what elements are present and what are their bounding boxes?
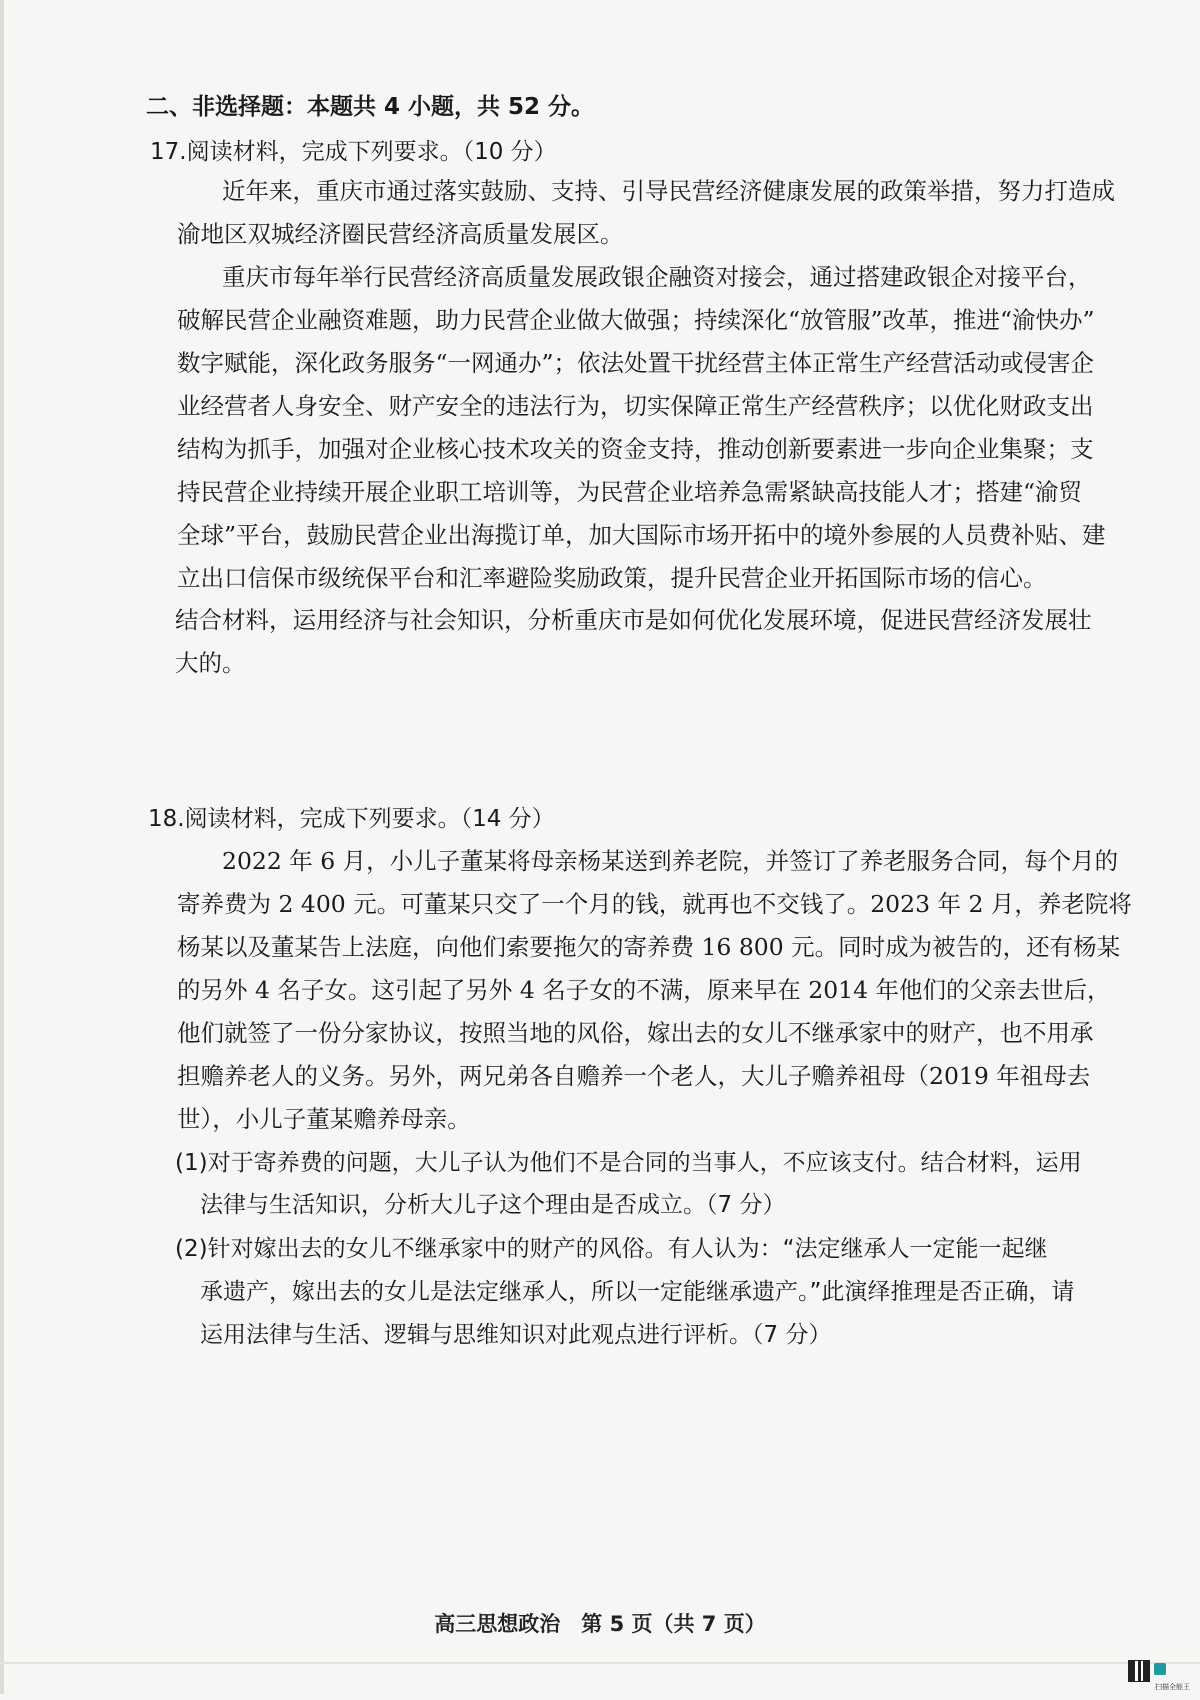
q18-sub2-line: 运用法律与生活、逻辑与思维知识对此观点进行评析。（7 分） [200, 1322, 832, 1348]
q18-sub2-line: (2)针对嫁出去的女儿不继承家中的财产的风俗。有人认为：“法定继承人一定能一起继 [175, 1236, 1048, 1262]
q17-paragraph2-line: 结构为抓手，加强对企业核心技术攻关的资金支持，推动创新要素进一步向企业集聚；支 [177, 435, 1094, 463]
q18-title: 18.阅读材料，完成下列要求。（14 分） [148, 806, 555, 832]
q17-paragraph2-line: 立出口信保市级统保平台和汇率避险奖励政策，提升民营企业开拓国际市场的信心。 [177, 564, 1047, 592]
q17-paragraph1-line: 近年来，重庆市通过落实鼓励、支持、引导民营经济健康发展的政策举措，努力打造成 [222, 177, 1115, 205]
q17-paragraph2-line: 破解民营企业融资难题，助力民营企业做大做强；持续深化“放管服”改革，推进“渝快办” [177, 306, 1095, 334]
q18-sub1-line: (1)对于寄养费的问题，大儿子认为他们不是合同的当事人，不应该支付。结合材料，运用 [175, 1150, 1082, 1176]
q18-sub2-line: 承遗产，嫁出去的女儿是法定继承人，所以一定能继承遗产。”此演绎推理是否正确，请 [200, 1279, 1075, 1305]
q17-paragraph2-line: 全球”平台，鼓励民营企业出海揽订单，加大国际市场开拓中的境外参展的人员费补贴、建 [177, 521, 1106, 549]
q18-paragraph-line: 他们就签了一份分家协议，按照当地的风俗，嫁出去的女儿不继承家中的财产，也不用承 [177, 1019, 1094, 1047]
bottom-rule [0, 1662, 1200, 1664]
q17-paragraph2-line: 重庆市每年举行民营经济高质量发展政银企融资对接会，通过搭建政银企对接平台， [222, 263, 1092, 291]
q17-paragraph1-line: 渝地区双城经济圈民营经济高质量发展区。 [177, 220, 624, 248]
scanner-watermark [1154, 1662, 1198, 1691]
q17-question-line: 大的。 [175, 649, 246, 677]
section-heading: 二、非选择题：本题共 4 小题，共 52 分。 [146, 94, 595, 120]
scanner-logo-icon [1154, 1663, 1166, 1675]
scan-edge [0, 0, 4, 1694]
q17-paragraph2-line: 业经营者人身安全、财产安全的违法行为，切实保障正常生产经营秩序；以优化财政支出 [177, 392, 1094, 420]
q18-paragraph-line: 寄养费为 2 400 元。可董某只交了一个月的钱，就再也不交钱了。2023 年 2 月，养老院将 [177, 890, 1132, 918]
q18-paragraph-line: 杨某以及董某告上法庭，向他们索要拖欠的寄养费 16 800 元。同时成为被告的，还有杨某 [177, 933, 1121, 961]
qr-code-icon [1128, 1660, 1150, 1682]
q17-title: 17.阅读材料，完成下列要求。（10 分） [150, 139, 557, 165]
q18-paragraph-line: 的另外 4 名子女。这引起了另外 4 名子女的不满，原来早在 2014 年他们的父亲去世后， [177, 976, 1111, 1004]
q18-sub1-line: 法律与生活知识，分析大儿子这个理由是否成立。（7 分） [200, 1192, 786, 1218]
scanner-brand-text: 扫描全能王 [1155, 1683, 1190, 1691]
q18-paragraph-line: 担赡养老人的义务。另外，两兄弟各自赡养一个老人，大儿子赡养祖母（2019 年祖母去 [177, 1062, 1091, 1090]
q17-paragraph2-line: 持民营企业持续开展企业职工培训等，为民营企业培养急需紧缺高技能人才；搭建“渝贸 [177, 478, 1083, 506]
q18-paragraph-line: 世），小儿子董某赡养母亲。 [177, 1105, 471, 1133]
q18-paragraph-line: 2022 年 6 月，小儿子董某将母亲杨某送到养老院，并签订了养老服务合同，每个月的 [222, 847, 1119, 875]
q17-paragraph2-line: 数字赋能，深化政务服务“一网通办”；依法处置干扰经营主体正常生产经营活动或侵害企 [177, 349, 1095, 377]
page-footer: 高三思想政治 第 5 页（共 7 页） [434, 1612, 766, 1636]
q17-question-line: 结合材料，运用经济与社会知识，分析重庆市是如何优化发展环境，促进民营经济发展壮 [175, 606, 1092, 634]
